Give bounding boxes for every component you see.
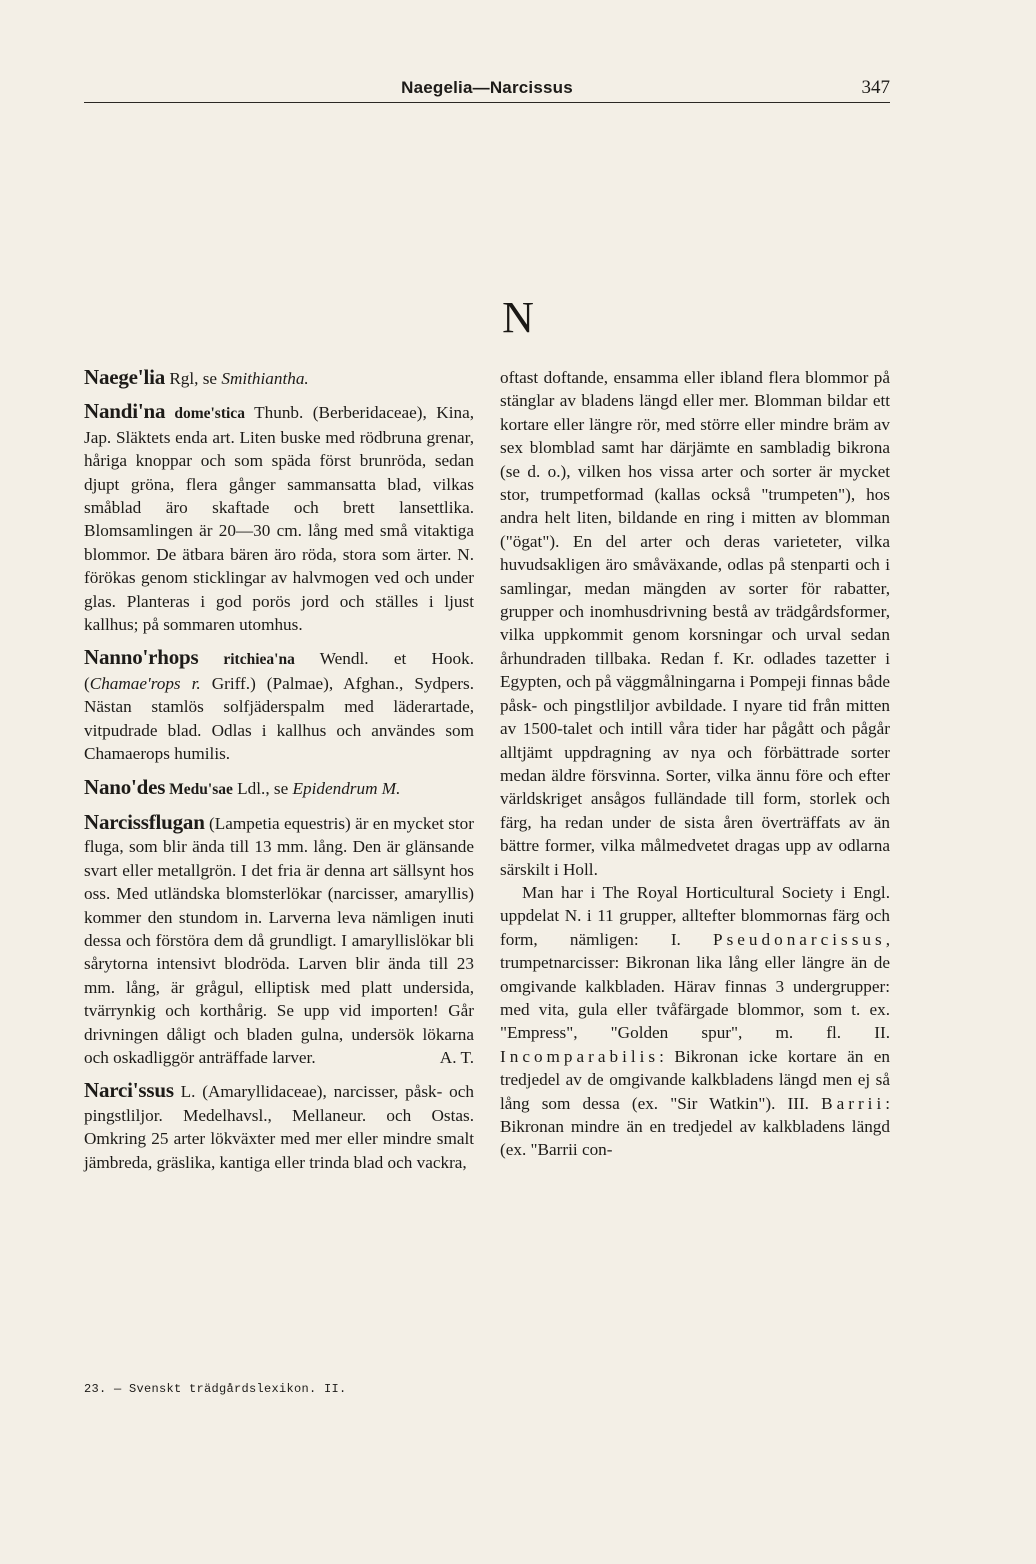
right-column [500,366,890,1162]
entry-text: Wendl. et Hook. ( [84,649,474,693]
lemma: Nano'des [84,774,166,799]
section-letter: N [502,293,534,342]
entry-text: Ldl., se [232,778,293,798]
group-name-incomparabilis: Incomparabilis [500,1046,660,1066]
author-signature: A. T. [439,1047,474,1067]
entry-text: L. (Amaryllidaceae), narcisser, påsk- och pingstliljor. Medelhavsl., Mellaneur. och Ostas. Omkring 25 arter lökväxter med mer eller mindre smalt jämbreda, gräslika, kantiga eller trinda blad och vackra, [84,1082,474,1172]
lemma: Narci'ssus [84,1078,174,1103]
epithet: dome'stica [165,405,245,423]
epithet: ritchiea'na [198,651,295,669]
entry-text: (Lampetia equestris) är en mycket stor fluga, som blir ända till 13 mm. lång. Den är glänsande svart eller metallgrön. I det fria är denna art sällsynt hos oss. Med utländska blomsterlökar (narcisser, amaryllis) kommer den stundom in. Larverna leva nämligen inuti dessa och förstöra dem då grundligt. I amaryllislökar bli sårytorna intensivt blodröda. Larven blir ända till 23 mm. lång, är grågul, elliptisk med platt undersida, tvärrynkig och korthårig. Se upp vid importen! Går drivningen dåligt och bladen gulna, undersök lökarna och oskadliggör anträffade larver. [84,813,474,1067]
entry-narcissus [84,1079,474,1174]
entry-text: Thunb. (Berberidaceae), Kina, Jap. Släktets enda art. Liten buske med rödbruna grenar, håriga knoppar och som späda först brunröda, sedan djupt gröna, flera gånger sammansatta blad, vilkas småblad äro skaftade och brett lansettlika. Blomsamlingen är 20—30 cm. lång med små vitaktiga blommor. De ätbara bären äro röda, stora som ärter. N. förökas genom sticklingar av halvmogen ved och under glas. Planteras i god porös jord och ställes i ljust kallhus; på sommaren utomhus. [84,403,474,635]
left-column [84,366,474,1184]
cross-reference: Smithiantha. [221,369,309,388]
running-title: Naegelia—Narcissus [401,78,573,97]
paragraph-text: Man har i The Royal Horticultural Society i Engl. uppdelat N. i 11 grupper, alltefter blommornas färg och form, nämligen: I. [500,882,890,949]
paragraph-text: : Bikronan icke kortare än en tredjedel av de omgivande kalkbladens längd men ej så lång som dessa (ex. "Sir Watkin"). III. [500,1046,890,1113]
lemma: Nanno'rhops [84,645,199,670]
entry-nannorrhops [84,646,474,765]
narcissus-groups-paragraph [500,881,890,1162]
group-name-pseudonarcissus: Pseudonarcissus [713,929,886,949]
entry-naegelia [84,366,474,390]
paragraph-text: : Bikronan mindre än en tredjedel av kalkbladens längd (ex. "Barrii con- [500,1093,890,1160]
entry-text-continued: Griff.) (Palmae), Afghan., Sydpers. Nästan stamlös solfjäderspalm med läderartade, vitpudrade blad. Odlas i kallhus och användes som Chamaerops humilis. [84,673,475,764]
lemma: Nandi'na [84,399,166,424]
epithet: Medu'sae [165,780,233,798]
paragraph-text: , trumpetnarcisser: Bikronan lika lång eller längre än de omgivande kalkbladen. Härav finnas 3 undergrupper: med vita, gula eller tvåfärgade blommor, som t. ex. "Empress", "Golden spur", m. fl. II. [500,929,890,1043]
narcissus-continuation: oftast doftande, ensamma eller ibland flera blommor på stänglar av bladens längd eller mer. Blomman bildar ett kortare eller längre rör, med större eller mindre bräm av sex blomblad samt har därjämte en sambladig bikrona (se d. o.), vilken hos vissa arter och sorter är mycket stor, trumpetformad (kallas också "trumpeten"), hos andra helt liten, bildande en ring i mitten av blomman ("ögat"). En del arter och deras varieteter, vilka huvudsakligen äro småväxande, odlas på stenparti och i samlingar, medan mängden av sorter för rabatter, grupper och inomhusdrivning bestå av trädgårdsformer, vilka uppkommit genom korsningar och urval sedan århundraden tillbaka. Redan f. Kr. odlades tazetter i Egypten, och på väggmålningarna i Pompeji finnas både påsk- och pingstliljor avbildade. I nyare tid från mitten av 1500-talet och intill våra tider har pågått och pågår alltjämt uppdragning av nya och förbättrade sorter medan äldre försvinna. Sorter, vilka ännu före och efter världskriget ansågos fulländade till form, storlek och färg, ha redan under de sista åren överträffats av än bättre former, vilka målmedvetet dragas upp av odlarna särskilt i Holl. [500,368,890,879]
entry-nanodes [84,776,474,801]
group-name-barrii: Barrii [821,1093,886,1113]
lemma: Naege'lia [84,365,166,389]
entry-narcissflugan [84,811,474,1069]
page-number: 347 [861,77,890,98]
running-head [84,76,890,103]
synonym: Chamae'rops r. [89,673,201,693]
cross-reference: Epidendrum M. [292,778,401,798]
signature-footnote: 23. — Svenskt trädgårdslexikon. II. [84,1382,347,1396]
entry-text: Rgl, se [165,369,222,388]
lemma: Narcissflugan [84,809,205,834]
entry-nandina [84,400,474,636]
